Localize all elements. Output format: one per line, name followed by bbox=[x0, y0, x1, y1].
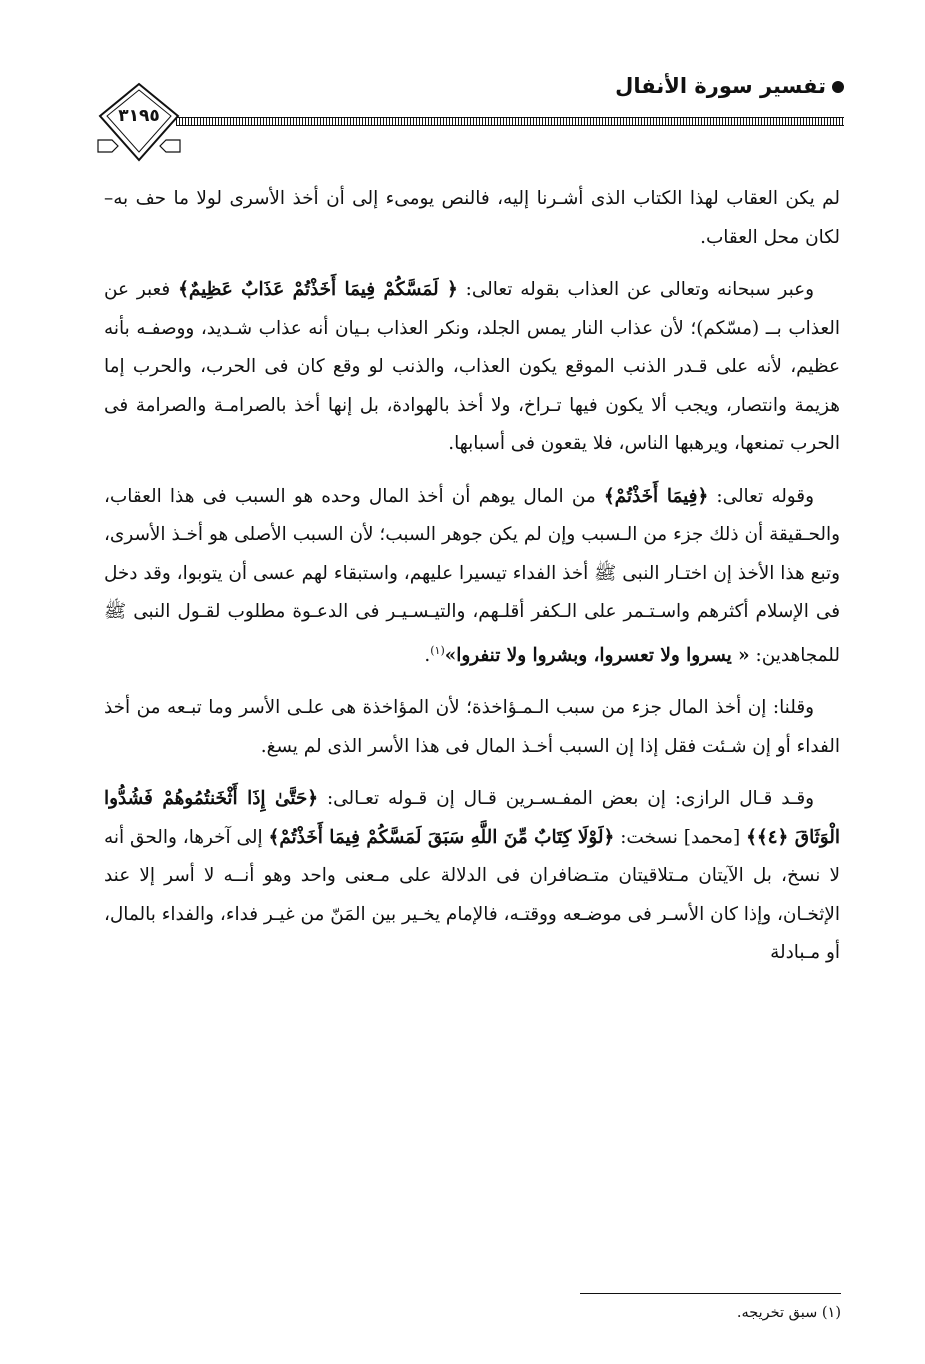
text-run: من المال يوهم أن أخذ المال وحده هو السبب فى هذا العقاب، والحـقيقة أن ذلك جزء من الـسبب وإن لم يكن جوهر السبب؛ لأن السبب الأصلى هو أخـذ الأسرى، وتبع هذا الأخذ إن اختـار النبى ﷺ أخذ الفداء تيسيرا عليهم، واستبقاء لهم عسى أن يتوبوا، وقد دخل فى الإسلام أكثرهم واسـتـمر على الـكفر أقلـهم، والتيـسـيـر فى الدعـوة مطلوب لقـول النبى ﷺ للمجاهدين: bbox=[104, 485, 840, 666]
running-header-text: تفسير سورة الأنفال bbox=[615, 74, 826, 98]
text-run: إلى آخرها، والحق أنه لا نسخ، بل الآيتان مـتلاقيتان متـضافران فى الدلالة على مـعنى واحد وهو أنــه لا أسر إلا عند الإثخـان، وإذا كان الأسـر فى موضـعه ووقتـه، فالإمام يخـير بين المَنّ من غيـر فداء، والفداء بالمال، أو مـبادلة bbox=[104, 826, 840, 964]
page-header bbox=[96, 70, 844, 165]
footnote: (١) سبق تخريجه. bbox=[736, 1305, 841, 1321]
header-rule bbox=[176, 117, 844, 126]
bullet-icon bbox=[832, 81, 844, 93]
page-number: ٣١٩٥ bbox=[118, 106, 160, 126]
text-run: وعبر سبحانه وتعالى عن العذاب بقوله تعالى: bbox=[457, 279, 814, 300]
text-run: وقلنا: إن أخذ المال جزء من سبب الـمـؤاخذة؛ لأن المؤاخذة هى علـى الأسر وما تبـعه من أخذ الفداء أو إن شـئت فقل إذا إن السبب أخـذ المال فى هذا الأسر الذى لم يسغ. bbox=[104, 697, 840, 757]
page-number-badge bbox=[96, 82, 182, 162]
quran-verse: ﴿لَوْلَا كِتَابٌ مِّنَ اللَّهِ سَبَقَ لَمَسَّكُمْ فِيمَا أَخَذْتُمْ﴾ bbox=[268, 826, 615, 848]
text-run: وقـد قـال الرازى: إن بعض المفـسـرين قـال إن قـوله تعـالى: bbox=[318, 788, 814, 810]
text-run: وقوله تعالى: bbox=[708, 485, 814, 507]
paragraph bbox=[104, 780, 840, 973]
paragraph bbox=[104, 689, 840, 766]
text-run: . bbox=[424, 644, 431, 666]
quran-verse: ﴿ لَمَسَّكُمْ فِيمَا أَخَذْتُمْ عَذَابٌ عَظِيمٌ﴾ bbox=[178, 279, 458, 300]
running-header bbox=[615, 74, 844, 98]
body-text bbox=[104, 180, 840, 987]
paragraph bbox=[104, 180, 840, 257]
footnote-ref: (١) bbox=[430, 643, 445, 657]
footnote-rule bbox=[580, 1293, 841, 1294]
text-run: [محمد] نسخت: bbox=[614, 826, 747, 848]
quran-verse: ﴿فِيمَا أَخَذْتُمْ﴾ bbox=[603, 485, 709, 507]
quran-verse: ﴿حَتَّىٰ إِذَا أَثْخَنتُمُوهُمْ فَشُدُّوا الْوَثَاقَ ﴿٤﴾﴾ bbox=[104, 788, 841, 848]
hadith-quote: « يسروا ولا تعسروا، وبشروا ولا تنفروا» bbox=[444, 644, 750, 666]
paragraph bbox=[104, 271, 840, 464]
paragraph bbox=[104, 478, 840, 676]
text-run: فعبر عن العذاب بــ (مسّكم)؛ لأن عذاب النار يمس الجلد، ونكر العذاب بـيان أنه عذاب شـديد، ووصفـه بأنه عظيم، لأنه على قـدر الذنب الموقع يكون العذاب، والذنب لو وقع كان فى الحرب، والحرب إما هزيمة وانتصار، ويجب ألا يكون فيها تـراخ، ولا أخذ بالهوادة، بل إنها أخذ بالصرامـة والصرامة فى الحرب تمنعها، ويرهبها الناس، فلا يقعون فى أسبابها. bbox=[104, 279, 840, 454]
text-run: لم يكن العقاب لهذا الكتاب الذى أشـرنا إليه، فالنص يومىء إلى أن أخذ الأسرى لولا ما حف به– لكان محل العقاب. bbox=[104, 188, 840, 248]
